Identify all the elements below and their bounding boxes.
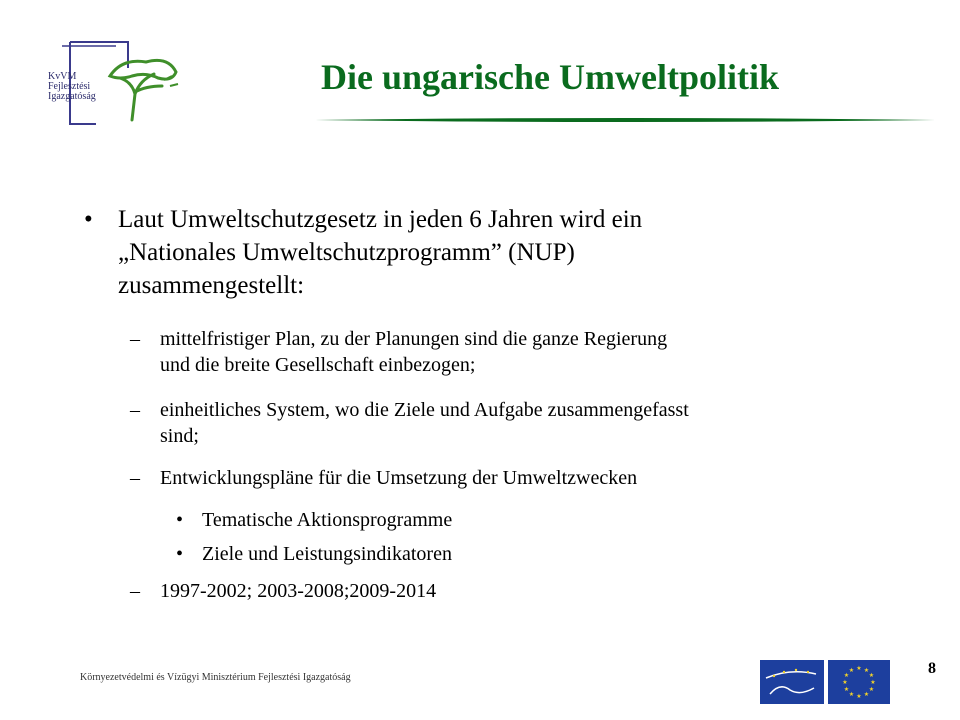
eu-flag-icon	[828, 660, 890, 704]
sub-item-line: und die breite Gesellschaft einbezogen;	[160, 354, 476, 376]
footer-text: Környezetvédelmi és Vízügyi Minisztérium Fejlesztési Igazgatóság	[80, 672, 351, 683]
sub-item	[130, 465, 880, 491]
sub-sub-item-text: Tematische Aktionsprogramme	[202, 509, 453, 531]
svg-text:★: ★	[868, 672, 875, 679]
sub-sub-item	[176, 541, 802, 567]
dash-marker: –	[130, 580, 140, 602]
page-number: 8	[928, 660, 936, 677]
main-bullet-line: zusammengestellt:	[118, 272, 305, 299]
sub-item-line: Entwicklungspläne für die Umsetzung der Umweltzwecken	[160, 467, 638, 489]
uj-magyarorszag-flag-icon	[760, 660, 824, 704]
sub-item	[130, 397, 880, 449]
sub-item	[130, 578, 880, 604]
svg-text:★: ★	[863, 667, 870, 674]
main-bullet-line: Laut Umweltschutzgesetz in jeden 6 Jahren wird ein	[118, 206, 643, 233]
sub-item-line: einheitliches System, wo die Ziele und Aufgabe zusammengefasst	[160, 399, 689, 421]
sub-item-line: mittelfristiger Plan, zu der Planungen sind die ganze Regierung	[160, 328, 668, 350]
bullet-marker: •	[176, 543, 184, 565]
svg-text:★: ★	[843, 672, 850, 679]
dash-marker: –	[130, 328, 140, 350]
svg-text:★: ★	[843, 686, 850, 693]
logo-line: KvVM	[48, 71, 77, 82]
svg-text:★: ★	[842, 679, 848, 686]
svg-text:★: ★	[856, 665, 862, 672]
svg-text:★: ★	[848, 691, 855, 698]
slide-title: Die ungarische Umweltpolitik	[321, 57, 779, 97]
logo-line: Igazgatóság	[48, 91, 96, 102]
sub-sub-item	[176, 507, 802, 533]
main-bullet	[84, 203, 878, 302]
bullet-marker: •	[176, 509, 184, 531]
dash-marker: –	[130, 399, 140, 421]
sub-item-line: sind;	[160, 425, 199, 447]
sub-sub-item-text: Ziele und Leistungsindikatoren	[202, 543, 452, 565]
sub-item	[130, 326, 880, 378]
bullet-marker: •	[84, 206, 93, 233]
logo-line: Fejlesztési	[48, 81, 91, 92]
dash-marker: –	[130, 467, 140, 489]
svg-text:★: ★	[868, 686, 875, 693]
svg-text:★: ★	[870, 679, 876, 686]
svg-text:★: ★	[856, 693, 862, 700]
svg-text:★: ★	[863, 691, 870, 698]
svg-text:★: ★	[848, 667, 855, 674]
main-bullet-line: „Nationales Umweltschutzprogramm” (NUP)	[118, 239, 575, 266]
periods-text: 1997-2002; 2003-2008;2009-2014	[160, 580, 437, 602]
